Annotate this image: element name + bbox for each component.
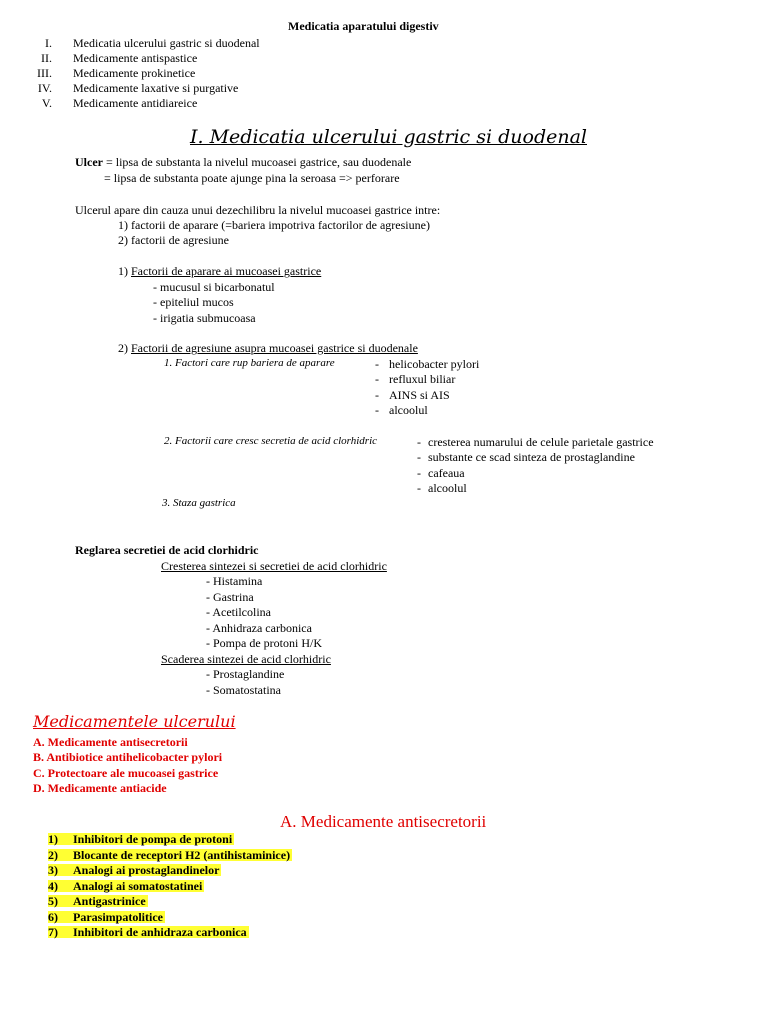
item-text: Analogi ai prostaglandinelor <box>73 863 220 877</box>
item-number: 1) <box>48 832 58 846</box>
dash-marker: - <box>375 372 379 386</box>
list-item: refluxul biliar <box>389 372 456 386</box>
dash-marker: - <box>417 450 421 464</box>
item-number: 5) <box>48 894 58 908</box>
antisecretory-title: A. Medicamente antisecretorii <box>280 812 487 831</box>
list-item <box>48 849 292 861</box>
toc-item: Medicamente prokinetice <box>73 66 196 80</box>
list-item: substante ce scad sinteza de prostaglandine <box>428 450 635 464</box>
list-item <box>48 833 234 845</box>
item-text: Inhibitori de anhidraza carbonica <box>73 925 247 939</box>
aggression-group-label: 3. Staza gastrica <box>162 497 236 509</box>
toc-number: IV. <box>37 81 52 95</box>
toc-item: Medicamente antidiareice <box>73 96 198 110</box>
list-item: - mucusul si bicarbonatul <box>153 280 275 294</box>
list-item: - Histamina <box>206 574 263 588</box>
list-item: - Somatostatina <box>206 683 281 697</box>
defense-prefix: 1) <box>118 264 131 278</box>
toc-number: III. <box>37 66 52 80</box>
toc-item: Medicamente antispastice <box>73 51 198 65</box>
list-item: alcoolul <box>428 481 467 495</box>
list-item: - Acetilcolina <box>206 605 271 619</box>
toc-number: V. <box>41 96 52 110</box>
list-item: AINS si AIS <box>389 388 450 402</box>
cause-intro: Ulcerul apare din cauza unui dezechilibru la nivelul mucoasei gastrice intre: <box>75 203 441 217</box>
list-item: - Prostaglandine <box>206 667 285 681</box>
item-text: Parasimpatolitice <box>73 910 163 924</box>
item-text: Inhibitori de pompa de protoni <box>73 832 233 846</box>
cause-item: 1) factorii de aparare (=bariera impotriva factorilor de agresiune) <box>118 218 430 232</box>
list-item: - epiteliul mucos <box>153 295 234 309</box>
increase-title: Cresterea sintezei si secretiei de acid clorhidric <box>161 559 387 573</box>
toc-item: Medicamente laxative si purgative <box>73 81 239 95</box>
list-item <box>48 895 148 907</box>
list-item <box>48 926 249 938</box>
defense-heading <box>118 265 321 277</box>
item-text: Antigastrinice <box>73 894 146 908</box>
section-title: I. Medicatia ulcerului gastric si duodenal <box>190 126 587 148</box>
item-number: 7) <box>48 925 58 939</box>
ulcer-drugs-title: Medicamentele ulcerului <box>33 712 236 731</box>
defense-title: Factorii de aparare ai mucoasei gastrice <box>131 264 322 278</box>
document-title: Medicatia aparatului digestiv <box>288 19 439 33</box>
dash-marker: - <box>417 435 421 449</box>
list-item: - irigatia submucoasa <box>153 311 256 325</box>
toc-number: II. <box>41 51 52 65</box>
list-item: - Gastrina <box>206 590 254 604</box>
list-item: cresterea numarului de celule parietale gastrice <box>428 435 654 449</box>
item-text: Blocante de receptori H2 (antihistaminice) <box>73 848 291 862</box>
list-item <box>48 864 221 876</box>
decrease-title: Scaderea sintezei de acid clorhidric <box>161 652 331 666</box>
dash-marker: - <box>417 481 421 495</box>
regulation-title: Reglarea secretiei de acid clorhidric <box>75 543 259 557</box>
ulcer-term: Ulcer <box>75 155 103 169</box>
item-number: 3) <box>48 863 58 877</box>
list-item <box>48 911 165 923</box>
list-item: alcoolul <box>389 403 428 417</box>
drug-category: D. Medicamente antiacide <box>33 781 167 795</box>
dash-marker: - <box>417 466 421 480</box>
item-number: 4) <box>48 879 58 893</box>
list-item: - Pompa de protoni H/K <box>206 636 322 650</box>
aggression-title: Factorii de agresiune asupra mucoasei gastrice si duodenale <box>131 341 418 355</box>
item-text: Analogi ai somatostatinei <box>73 879 203 893</box>
drug-category: A. Medicamente antisecretorii <box>33 735 188 749</box>
dash-marker: - <box>375 388 379 402</box>
cause-item: 2) factorii de agresiune <box>118 233 229 247</box>
ulcer-definition <box>75 156 411 168</box>
aggression-prefix: 2) <box>118 341 131 355</box>
aggression-group-label: 1. Factori care rup bariera de aparare <box>164 357 335 369</box>
drug-category: C. Protectoare ale mucoasei gastrice <box>33 766 219 780</box>
list-item: - Anhidraza carbonica <box>206 621 312 635</box>
item-number: 2) <box>48 848 58 862</box>
item-number: 6) <box>48 910 58 924</box>
ulcer-def-1: = lipsa de substanta la nivelul mucoasei gastrice, sau duodenale <box>102 155 412 169</box>
list-item <box>48 880 204 892</box>
ulcer-def-2: = lipsa de substanta poate ajunge pina la seroasa => perforare <box>104 171 400 185</box>
aggression-heading <box>118 342 418 354</box>
list-item: helicobacter pylori <box>389 357 480 371</box>
drug-category: B. Antibiotice antihelicobacter pylori <box>33 750 223 764</box>
dash-marker: - <box>375 403 379 417</box>
aggression-group-label: 2. Factorii care cresc secretia de acid clorhidric <box>164 435 378 447</box>
toc-number: I. <box>45 36 52 50</box>
toc-item: Medicatia ulcerului gastric si duodenal <box>73 36 260 50</box>
dash-marker: - <box>375 357 379 371</box>
list-item: cafeaua <box>428 466 465 480</box>
